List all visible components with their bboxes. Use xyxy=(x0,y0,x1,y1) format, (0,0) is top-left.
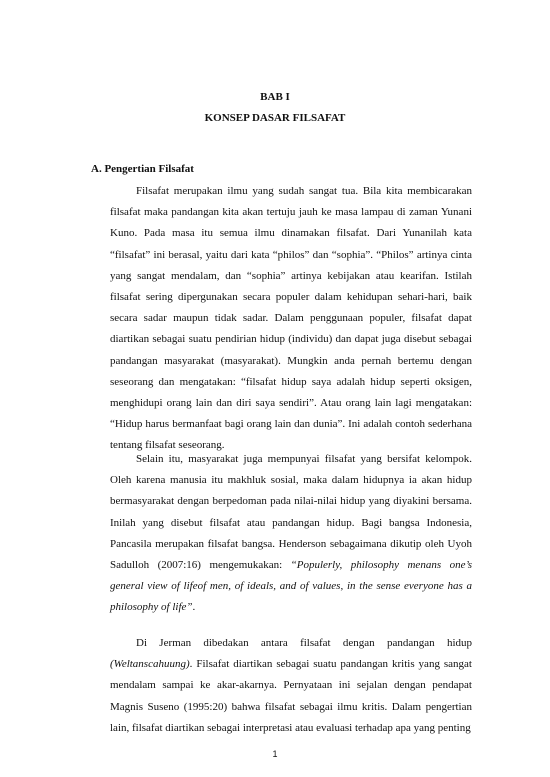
page-number: 1 xyxy=(272,749,278,759)
section-heading: A. Pengertian Filsafat xyxy=(91,163,194,175)
paragraph-2 xyxy=(110,449,472,619)
paragraph-3-italic: (Weltanscahuung) xyxy=(110,658,190,671)
paragraph-2-quote: “Populerly, philosophy menans one’s general view of lifeof men, of ideals, and of values, in the sense everyone has a philosophy of life” xyxy=(110,559,472,614)
paragraph-1: Filsafat merupakan ilmu yang sudah sangat tua. Bila kita membicarakan filsafat maka pandangan kita akan tertuju jauh ke masa lampau di zaman Yunani Kuno. Pada masa itu semua ilmu dinamakan filsafat. Dari Yunanilah kata “filsafat” ini berasal, yaitu dari kata “philos” dan “sophia”. “Philos” artinya cinta yang sangat mendalam, dan “sophia” artinya kebijakan atau kearifan. Istilah filsafat sering dipergunakan secara populer dalam kehidupan sehari-hari, baik secara sadar maupun tidak sadar. Dalam penggunaan populer, filsafat dapat diartikan sebagai suatu pendirian hidup (individu) dan dapat juga disebut sebagai pandangan masyarakat (masyarakat). Mungkin anda pernah bertemu dengan seseorang dan mengatakan: “filsafat hidup saya adalah hidup seperti oksigen, menghidupi orang lain dan diri saya sendiri”. Atau orang lain lagi mengatakan: “Hidup harus bermanfaat bagi orang lain dan dunia”. Ini adalah contoh sederhana tentang filsafat seseorang. xyxy=(110,185,472,452)
chapter-heading: BAB I xyxy=(260,91,290,103)
paragraph-2-end: . xyxy=(192,601,196,614)
paragraph-2-text: Selain itu, masyarakat juga mempunyai filsafat yang bersifat kelompok. Oleh karena manusia itu makhluk sosial, maka dalam hidupnya ia akan hidup bermasyarakat dengan berpedoman pada nilai-nilai hidup yang diyakini bersama. Inilah yang disebut filsafat atau pandangan hidup. Bagi bangsa Indonesia, Pancasila merupakan filsafat bangsa. Henderson sebagaimana dikutip oleh Uyoh Sadulloh (2007:16) mengemukakan: xyxy=(110,453,472,572)
chapter-title: KONSEP DASAR FILSAFAT xyxy=(204,112,346,124)
paragraph-3-start: Di Jerman dibedakan antara filsafat dengan pandangan hidup xyxy=(136,637,472,649)
paragraph-3-rest: . Filsafat diartikan sebagai suatu pandangan kritis yang sangat mendalam sampai ke akar-akarnya. Pernyataan ini sejalan dengan pendapat Magnis Suseno (1995:20) bahwa filsafat sebagai ilmu kritis. Dalam pengertian lain, filsafat diartikan sebagai interpretasi atau evaluasi terhadap apa yang penting xyxy=(110,658,472,734)
paragraph-3 xyxy=(110,633,472,739)
